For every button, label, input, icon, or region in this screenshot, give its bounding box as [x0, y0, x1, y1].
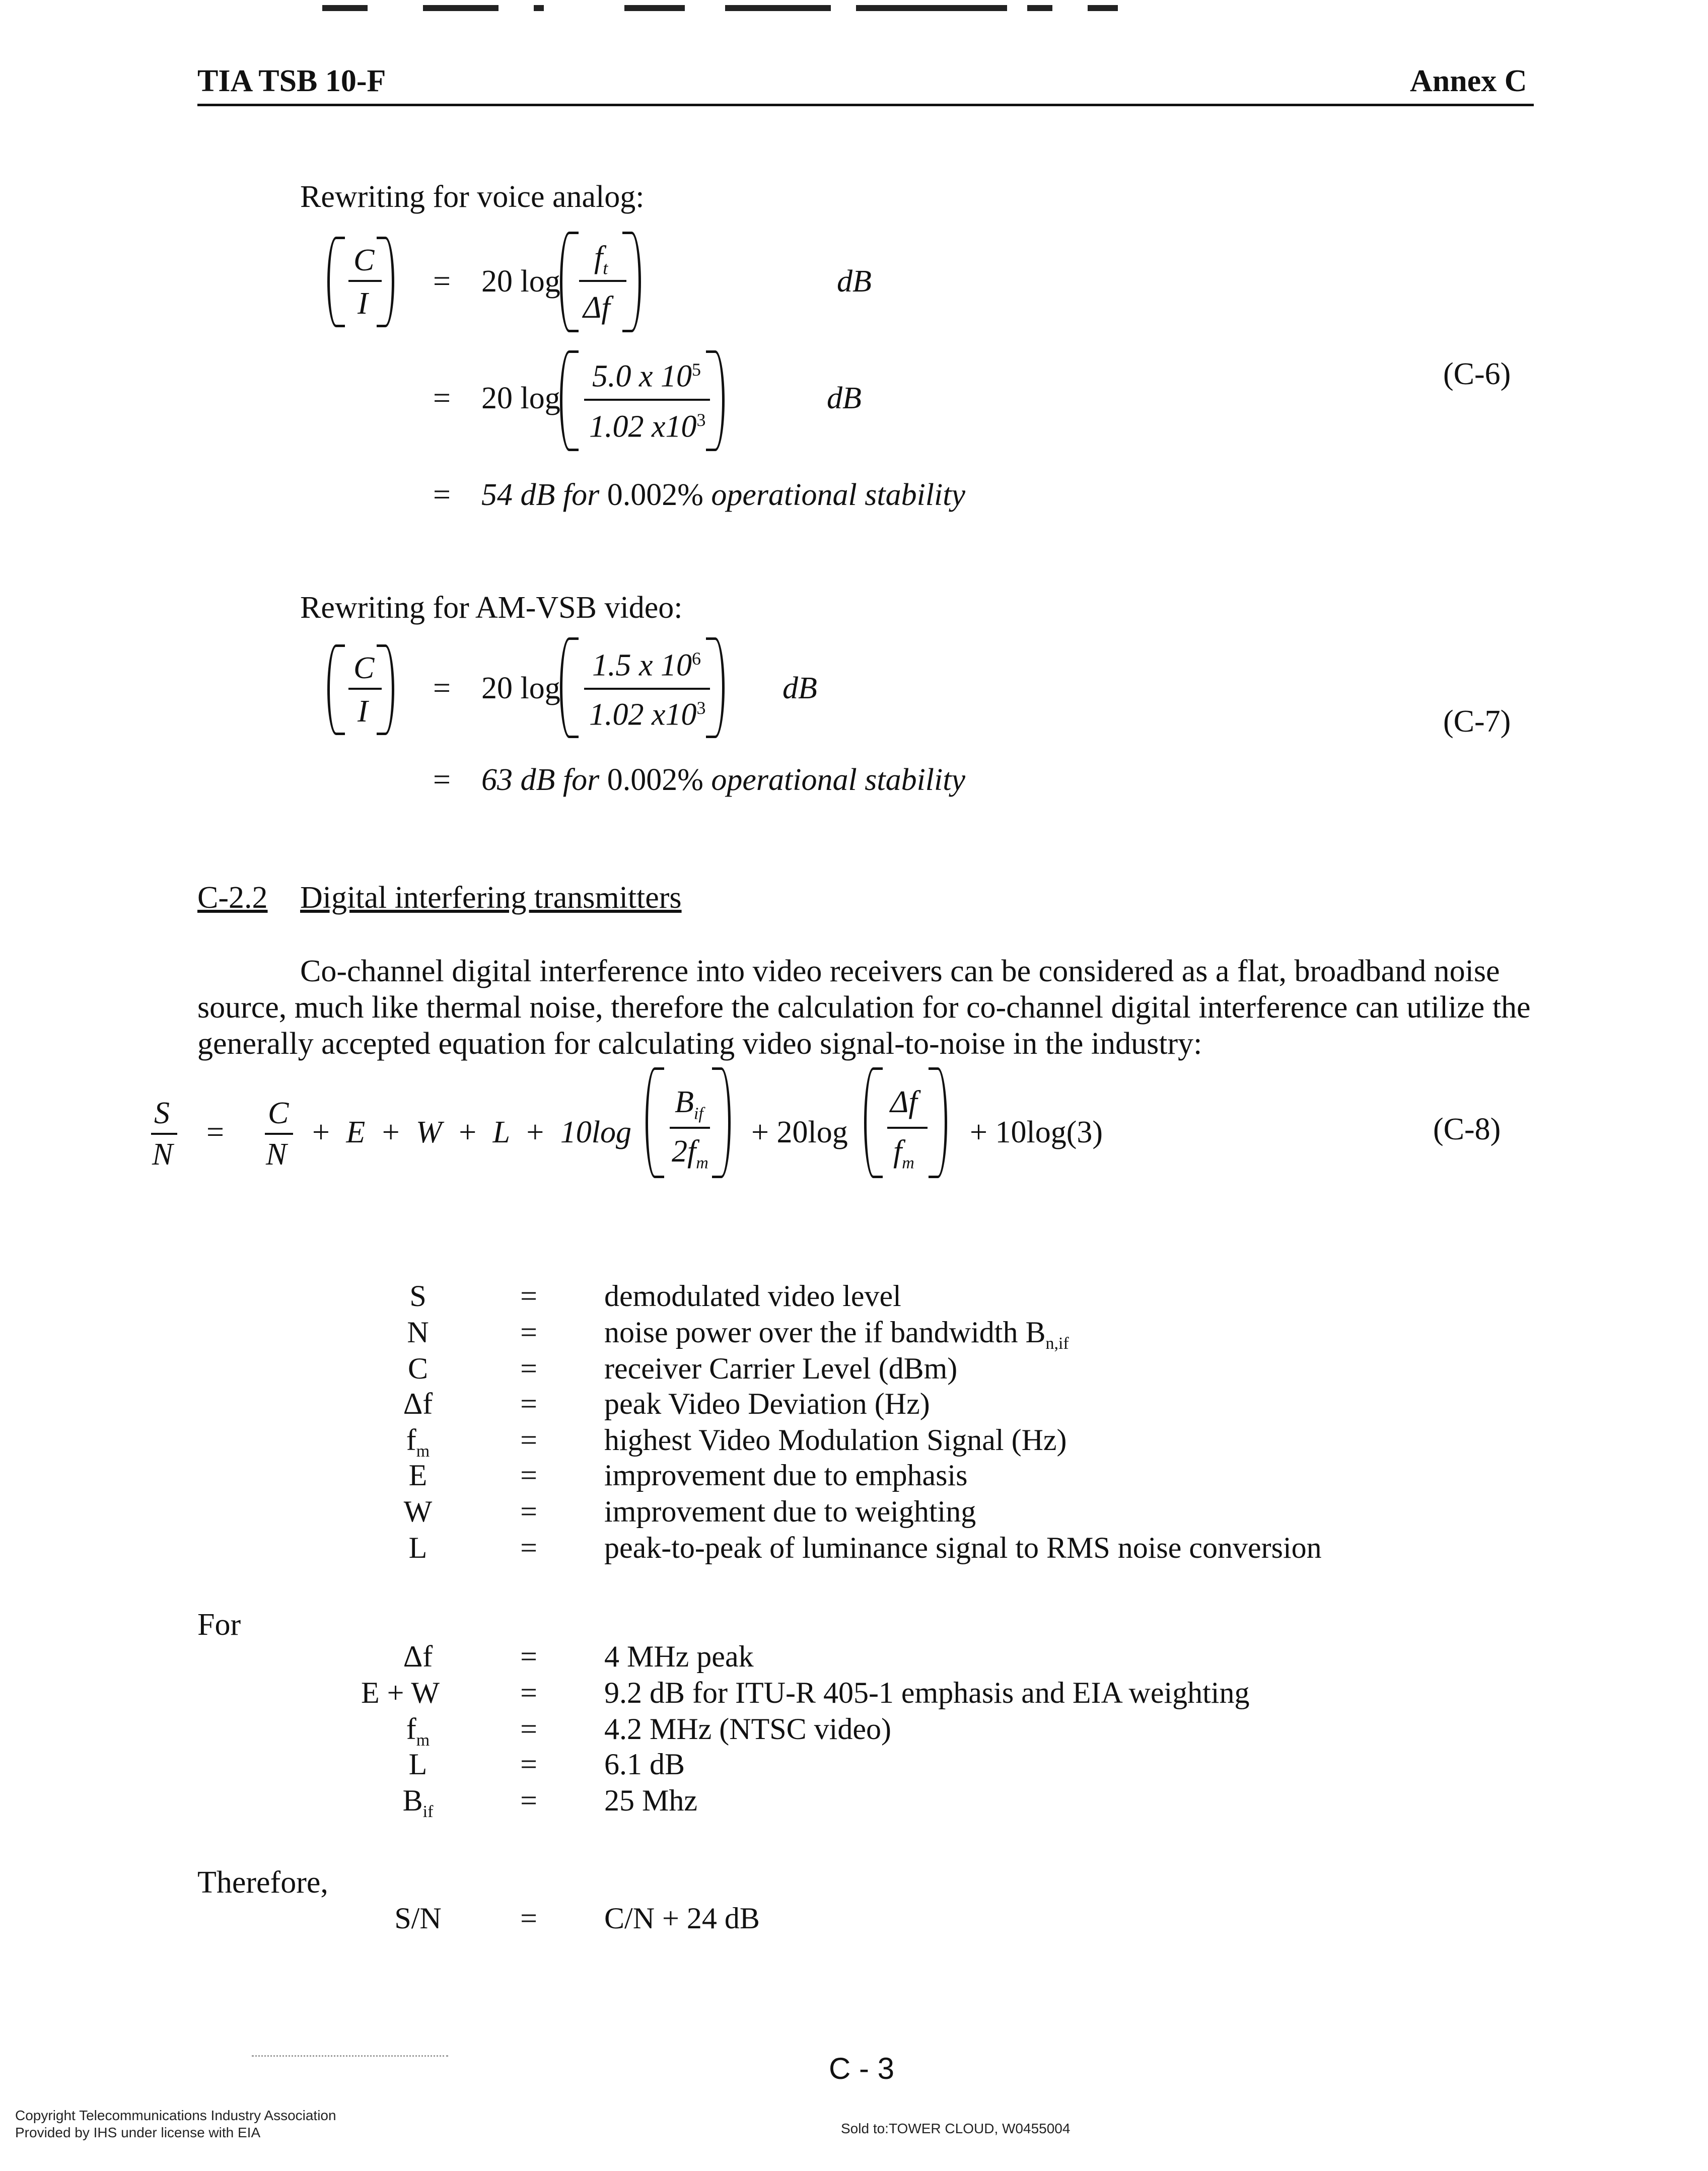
b-den: 2f [672, 1134, 696, 1169]
video-intro: Rewriting for AM-VSB video: [300, 591, 683, 625]
section-title: Digital interfering transmitters [300, 881, 682, 915]
value-description: 25 Mhz [604, 1784, 697, 1817]
def-equals: = [520, 1387, 537, 1420]
b-num: B [675, 1085, 694, 1119]
voice-f2-num: 5.0 x 10 [592, 359, 692, 394]
d-den: f [893, 1134, 902, 1169]
copyright-line-1: Copyright Telecommunications Industry Association [15, 2108, 336, 2123]
cn-num: C [268, 1096, 289, 1130]
def-symbol: S [409, 1279, 426, 1313]
video-coef: 20 log [481, 671, 560, 705]
definition-row [327, 1279, 1536, 1315]
voice-unit2: dB [827, 381, 862, 415]
value-symbol: E + W [361, 1676, 440, 1709]
def-equals: = [520, 1279, 537, 1313]
voice-eq3: = [433, 478, 451, 512]
value-equals: = [520, 1640, 537, 1673]
b-den-sub: m [696, 1153, 708, 1173]
def-description: improvement due to weighting [604, 1495, 976, 1528]
def-description: demodulated video level [604, 1279, 901, 1313]
voice-eq1: = [433, 264, 451, 299]
voice-result-percent: 0.002% [607, 478, 703, 512]
def-symbol: L [408, 1531, 428, 1564]
voice-unit1: dB [837, 264, 872, 299]
value-equals: = [520, 1712, 537, 1746]
def-symbol: C [407, 1352, 429, 1385]
voice-result-tail: operational stability [711, 478, 965, 512]
definition-row [327, 1531, 1536, 1567]
voice-f1-den: Δf [583, 291, 610, 325]
video-result-value: 63 dB for [481, 763, 600, 797]
value-symbol: Δf [403, 1640, 433, 1673]
value-symbol-sub: m [416, 1731, 430, 1750]
voice-intro: Rewriting for voice analog: [300, 180, 645, 214]
def-equals: = [520, 1316, 537, 1349]
voice-lhs-num: C [353, 243, 375, 277]
voice-f2-den-exp: 3 [696, 410, 706, 430]
sn-tail: + 10log(3) [970, 1115, 1103, 1149]
paragraph-line-2: source, much like thermal noise, therefore the calculation for co-channel digital interference can utilize the [197, 990, 1531, 1025]
video-num: 1.5 x 10 [592, 648, 692, 683]
section-number: C-2.2 [197, 881, 268, 915]
def-equals: = [520, 1495, 537, 1528]
video-lhs-den: I [358, 694, 368, 729]
value-row [327, 1712, 1536, 1748]
annex-label: Annex C [1410, 64, 1527, 98]
value-row [327, 1747, 1536, 1783]
value-row [327, 1676, 1536, 1712]
result-symbol: S/N [394, 1902, 442, 1935]
equation-label-c8: (C-8) [1433, 1112, 1501, 1146]
equation-label-c7: (C-7) [1443, 704, 1511, 739]
copyright-notice [15, 2107, 336, 2141]
video-eq2: = [433, 763, 451, 797]
def-description: peak Video Deviation (Hz) [604, 1387, 930, 1420]
voice-lhs-den: I [358, 286, 368, 321]
def-symbol-sub: m [416, 1442, 430, 1461]
video-den-exp: 3 [696, 698, 706, 718]
def-equals: = [520, 1531, 537, 1564]
definition-row [327, 1315, 1536, 1351]
document-id: TIA TSB 10-F [197, 64, 386, 98]
voice-coef1: 20 log [481, 264, 560, 299]
sn-lhs-den: N [152, 1137, 173, 1172]
video-result-percent: 0.002% [607, 763, 703, 797]
voice-f2-num-exp: 5 [692, 359, 701, 380]
def-description: improvement due to emphasis [604, 1459, 968, 1492]
value-equals: = [520, 1676, 537, 1709]
voice-result-value: 54 dB for [481, 478, 600, 512]
video-lhs-num: C [353, 651, 375, 685]
def-description: highest Video Modulation Signal (Hz) [604, 1423, 1067, 1457]
def-equals: = [520, 1459, 537, 1492]
value-symbol: f [406, 1712, 416, 1746]
def-symbol: E [408, 1459, 428, 1492]
sold-to-notice: Sold to:TOWER CLOUD, W0455004 [841, 2121, 1071, 2136]
paragraph-line-3: generally accepted equation for calculating video signal-to-noise in the industry: [197, 1027, 1202, 1061]
def-description: peak-to-peak of luminance signal to RMS noise conversion [604, 1531, 1322, 1564]
video-unit: dB [782, 671, 817, 705]
definition-row [327, 1423, 1536, 1459]
def-description: noise power over the if bandwidth B [604, 1316, 1046, 1349]
def-symbol: Δf [403, 1387, 433, 1420]
def-equals: = [520, 1352, 537, 1385]
voice-coef2: 20 log [481, 381, 560, 415]
header-rule [197, 104, 1534, 106]
definition-row [327, 1494, 1536, 1531]
result-equals: = [520, 1902, 537, 1935]
paragraph-line-1: Co-channel digital interference into video receivers can be considered as a flat, broadband noise [300, 954, 1500, 988]
sn-lhs-num: S [154, 1096, 170, 1130]
definition-row [327, 1387, 1536, 1423]
value-description: 4.2 MHz (NTSC video) [604, 1712, 891, 1746]
voice-eq2: = [433, 381, 451, 415]
copyright-line-2: Provided by IHS under license with EIA [15, 2125, 261, 2140]
cn-den: N [266, 1137, 287, 1172]
def-description-sub: n,if [1045, 1334, 1069, 1353]
sn-plus-20log: + 20log [751, 1115, 848, 1149]
d-num: Δf [890, 1085, 917, 1119]
for-label: For [197, 1608, 241, 1642]
value-equals: = [520, 1784, 537, 1817]
voice-f2-den: 1.02 x10 [589, 409, 697, 444]
d-den-sub: m [902, 1153, 914, 1173]
equation-label-c6: (C-6) [1443, 357, 1511, 391]
value-symbol: L [408, 1748, 428, 1781]
page-number: C - 3 [829, 2052, 895, 2085]
video-eq1: = [433, 671, 451, 705]
scan-dots [252, 2055, 448, 2060]
scan-artifact-marks [322, 0, 1128, 13]
therefore-label: Therefore, [197, 1865, 328, 1900]
voice-f1-num-sub: t [603, 258, 608, 278]
def-symbol: W [403, 1495, 433, 1528]
result-description: C/N + 24 dB [604, 1902, 760, 1935]
value-equals: = [520, 1748, 537, 1781]
value-row [327, 1783, 1536, 1820]
b-num-sub: if [693, 1104, 703, 1123]
def-symbol: f [406, 1423, 416, 1457]
value-description: 6.1 dB [604, 1748, 685, 1781]
value-symbol-sub: if [422, 1802, 434, 1821]
voice-f1-num: f [594, 240, 603, 274]
definition-row [327, 1458, 1536, 1494]
value-row [327, 1901, 1536, 1937]
video-num-exp: 6 [692, 648, 701, 669]
def-description: receiver Carrier Level (dBm) [604, 1352, 958, 1385]
value-row [327, 1639, 1536, 1676]
def-symbol: N [407, 1316, 429, 1349]
sn-terms: + E + W + L + 10log [310, 1115, 631, 1149]
video-den: 1.02 x10 [589, 697, 697, 732]
sn-eq: = [206, 1115, 224, 1149]
video-result-tail: operational stability [711, 763, 965, 797]
definition-row [327, 1351, 1536, 1388]
def-equals: = [520, 1423, 537, 1457]
value-description: 4 MHz peak [604, 1640, 754, 1673]
value-description: 9.2 dB for ITU-R 405-1 emphasis and EIA weighting [604, 1676, 1250, 1709]
value-symbol: B [402, 1784, 423, 1817]
